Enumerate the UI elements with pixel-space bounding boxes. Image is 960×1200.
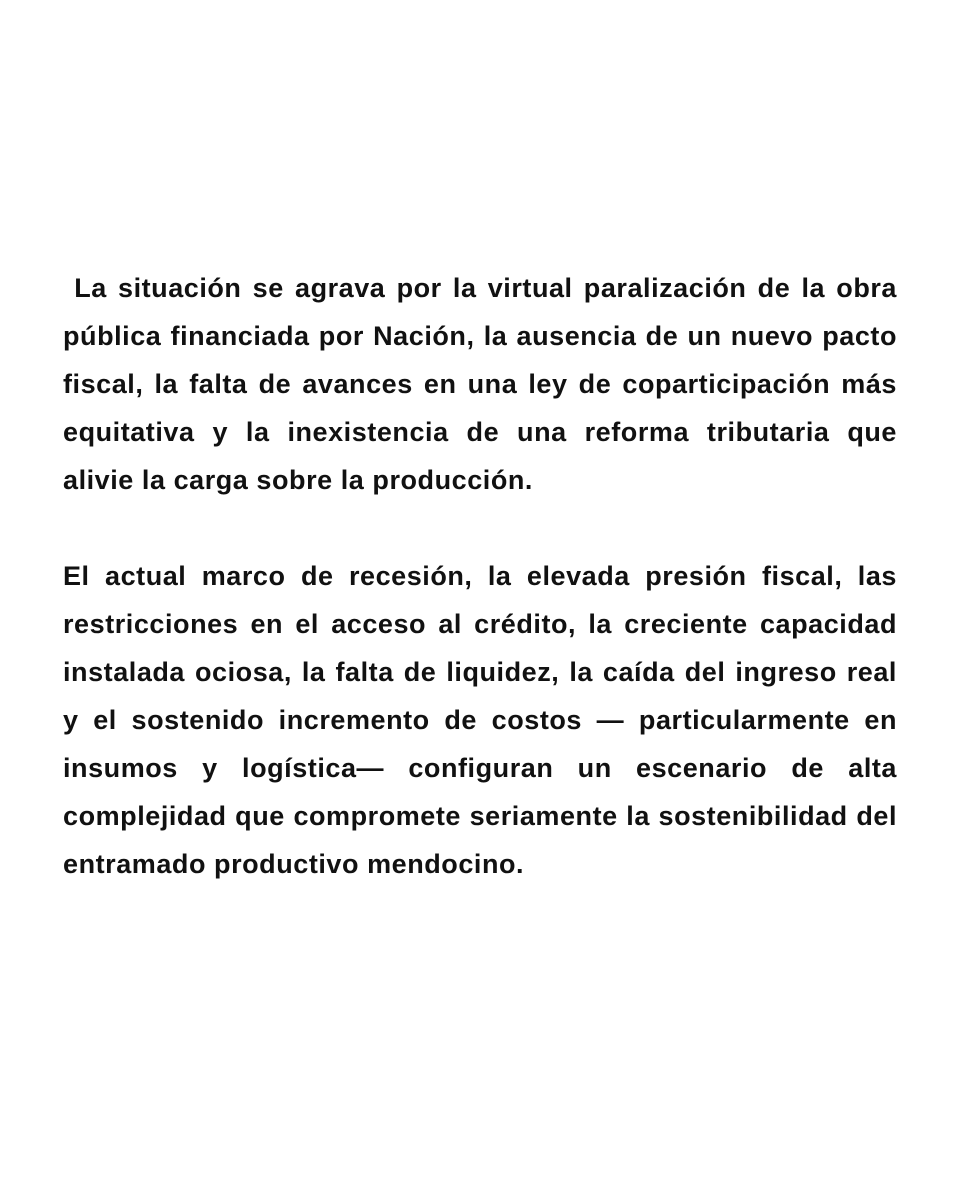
document-text (63, 264, 906, 888)
paragraph-recession: El actual marco de recesión, la elevada presión fiscal, las restricciones en el acceso al crédito, la creciente capacidad instalada ociosa, la falta de liquidez, la caída del ingreso real y el sostenido incremento de costos — particularmente en insumos y logística— configuran un escenario de alta complejidad que compromete seriamente la sostenibilidad del entramado productivo mendocino. (63, 561, 906, 879)
paragraph-situation: La situación se agrava por la virtual paralización de la obra pública financiada por Nación, la ausencia de un nuevo pacto fiscal, la falta de avances en una ley de coparticipación más equitativa y la inexistencia de una reforma tributaria que alivie la carga sobre la producción. (63, 273, 906, 495)
